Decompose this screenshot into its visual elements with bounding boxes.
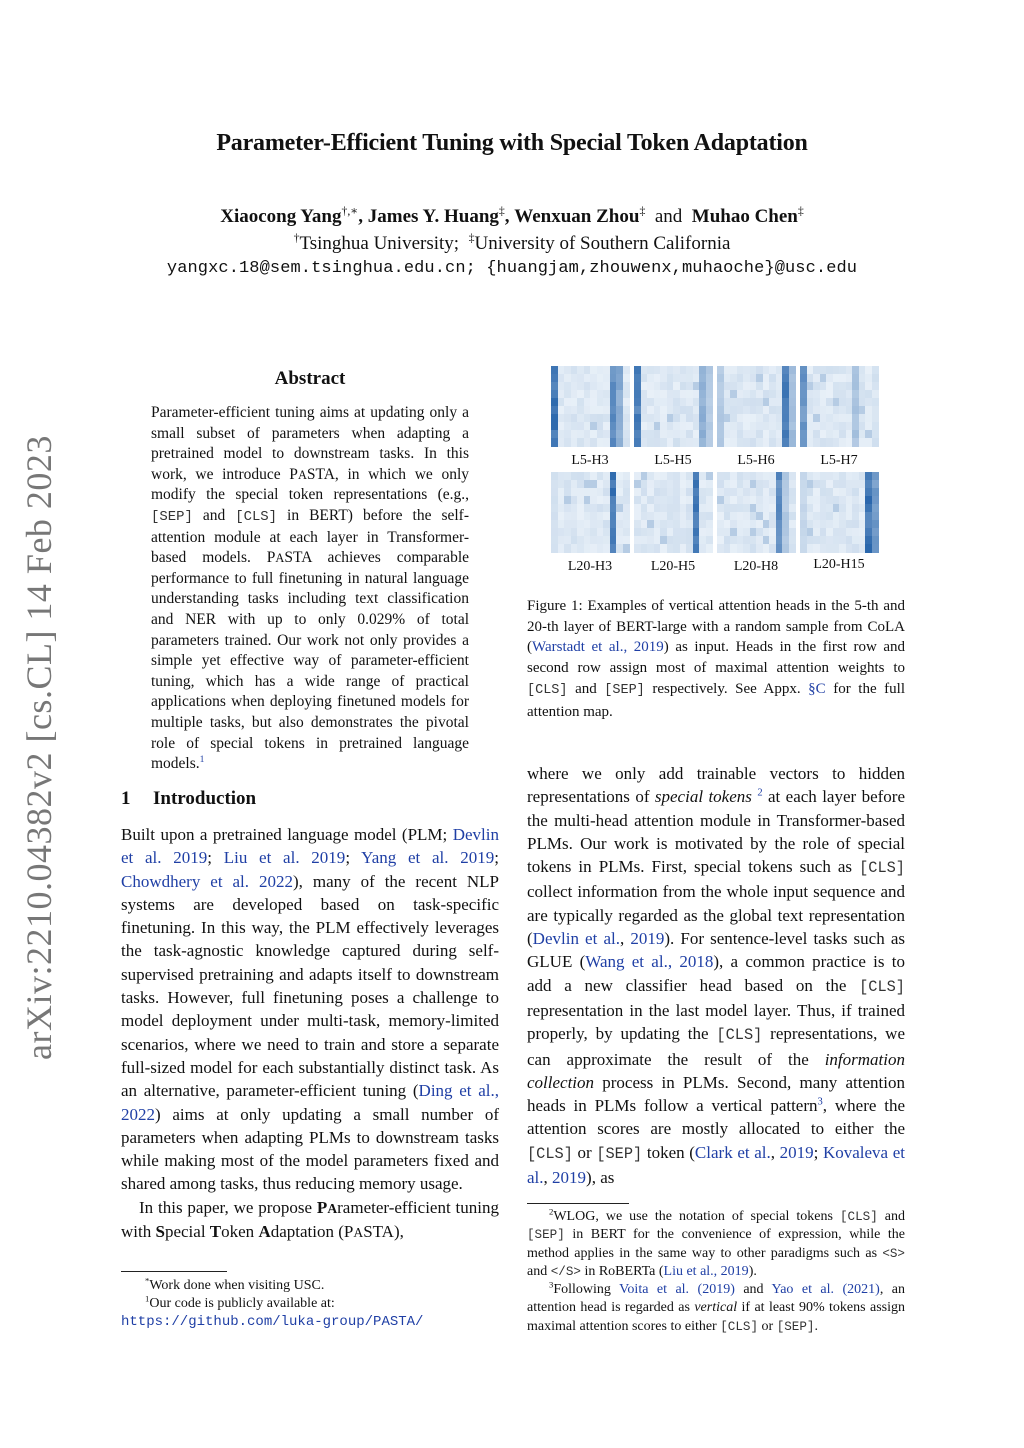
footnote-one: Our code is publicly available at: xyxy=(149,1296,335,1311)
footnote-link[interactable]: 1 xyxy=(199,753,205,765)
heatmap-cell xyxy=(623,544,630,553)
citation-link[interactable]: Voita et al. xyxy=(619,1282,690,1298)
footnote-star: Work done when visiting USC. xyxy=(149,1278,325,1293)
heatmap-cell xyxy=(623,438,630,447)
citation-link[interactable]: Devlin et al. xyxy=(532,929,620,949)
footnote-rule xyxy=(527,1203,629,1204)
paper-title: Parameter-Efficient Tuning with Special Token Adaptation xyxy=(216,130,808,156)
heatmap-cell xyxy=(789,438,796,447)
heatmap-cell xyxy=(872,438,879,447)
affil-mark: † xyxy=(293,231,300,245)
heatmap-label: L20-H3 xyxy=(567,559,613,574)
citation-link[interactable]: 2019 xyxy=(630,929,665,949)
citation-link[interactable]: Chowdhery et al. 2022 xyxy=(121,871,293,891)
citation-link[interactable]: Yao et al. xyxy=(771,1282,835,1298)
citation-link[interactable]: 2019 xyxy=(779,1142,814,1162)
author-name: Xiaocong Yang xyxy=(220,206,342,227)
heatmap-label: L20-H5 xyxy=(650,559,696,574)
heatmap-label: L5-H5 xyxy=(654,453,692,468)
heatmap-panel xyxy=(634,472,712,552)
heatmap-cell xyxy=(706,438,713,447)
heatmap-panel xyxy=(800,366,878,446)
author-name: James Y. Huang xyxy=(367,206,499,227)
right-column-text: where we only add trainable vectors to hidden representations of special tokens $^2$ at each layer before the multi-head attention module in Transformer-based PLMs. Our work is motivated by the role of special tokens in PLMs. First, special tokens such as [CLS] collect information from the whole input sequence and are typically regarded as the global text representation (Devlin et al., 2019). For sentence-level tasks such as GLUE (Wang et al., 2018), a common practice is to add a new classifier head based on the [CLS] representation in the last model layer. Thus, if trained properly, by updating the [CLS] representations, we can approximate the result of the information collection process in PLMs. Second, many attention heads in PLMs follow a vertical pattern$^3$, where the attention scores are mostly allocated to either the [CLS] or [SEP] token (Clark et al., 2019; Kovaleva et al., 2019), as xyxy=(527,764,906,1188)
footnote-link[interactable]: 2 xyxy=(757,787,763,799)
author-and: and xyxy=(654,206,683,227)
intro-text: Built upon a pretrained language model (PLM; Devlin et al. 2019; Liu et al. 2019; Yang et al. 2019; Chowdhery et al. 2022), many of the recent NLP systems are developed based on task-specific finetuning. In this way, the PLM effectively leverages the task-agnostic knowledge captured during self-supervised pretraining and adapts itself to downstream tasks. However, full finetuning poses a challenge to model deployment under multi-task, memory-limited scenarios, where we need to train and store a separate full-sized model for each substantially distinct task. As an alternative, parameter-efficient tuning (Ding et al., 2022) aims at only updating a small number of parameters when adapting PLMs to downstream tasks while making most of the model parameters fixed and shared among tasks, thus reducing memory usage. In this paper, we propose PArameter-efficient tuning with Special Token Adaptation (PASTA), xyxy=(121,825,500,1242)
heatmap-panel xyxy=(717,472,795,552)
heatmap-panel xyxy=(800,472,878,552)
citation-link[interactable]: Devlin et al. 2019 xyxy=(121,825,499,868)
author-marks: ‡ xyxy=(797,204,804,218)
heatmap-cell xyxy=(706,544,713,553)
author-marks: ‡ xyxy=(498,204,505,218)
appendix-link[interactable]: §C xyxy=(808,680,826,697)
heatmap-label: L5-H6 xyxy=(737,453,775,468)
author-marks: ‡ xyxy=(639,204,646,218)
heatmap-cell xyxy=(872,544,879,553)
heatmap-label: L5-H3 xyxy=(571,453,609,468)
code-url-link[interactable]: https://github.com/luka-group/PASTA/ xyxy=(121,1314,424,1330)
citation-link[interactable]: (2021) xyxy=(842,1282,880,1298)
heatmap-label: L20-H15 xyxy=(813,557,865,572)
citation-link[interactable]: Liu et al. 2019 xyxy=(223,848,346,868)
footnotes-right: $^2$WLOG, we use the notation of special tokens [CLS] and [SEP] in BERT for the convenience of expression, while the method applies in the same way to other paradigms such as <S> and </S> in RoBERTa (Liu et al., 2019). $^3$Following Voita et al. (2019) and Yao et al. (2021), an attention head is regarded as vertical if at least 90% tokens assign maximal attention scores to either [CLS] or [SEP]. xyxy=(527,1206,906,1334)
footnote-link[interactable]: 3 xyxy=(817,1096,823,1108)
heatmap-panel xyxy=(717,366,795,446)
citation-link[interactable]: Clark et al. xyxy=(694,1142,771,1162)
abstract-text: Parameter-efficient tuning aims at updating only a small subset of parameters when adapting a pretrained model to downstream tasks. In this work, we introduce PASTA, in which we only modify the special token representations (e.g., [SEP] and [CLS] in BERT) before the self-attention module at each layer in Transformer-based models. PASTA achieves comparable performance to full finetuning in natural language understanding tasks including text classification and NER with up to only 0.029% of total parameters trained. Our work not only provides a simple yet effective way of parameter-efficient tuning, which has a wide range of practical applications when deploying finetuned models for multiple tasks, but also demonstrates the pivotal role of special tokens in pretrained language models.$^1$ xyxy=(151,404,469,773)
author-emails: yangxc.18@sem.tsinghua.edu.cn; {huangjam,zhouwenx,muhaoche}@usc.edu xyxy=(166,259,858,278)
affil-usc: University of Southern California xyxy=(474,233,731,254)
author-marks: †,∗ xyxy=(341,204,359,218)
citation-link[interactable]: Kovaleva et al. xyxy=(527,1142,905,1188)
citation-link[interactable]: 2019 xyxy=(552,1168,587,1188)
citation-link[interactable]: Yang et al. 2019 xyxy=(361,848,495,868)
footnotes-left: *Work done when visiting USC. $^1$Our code is publicly available at: https://github.com/luka-group/PASTA/ xyxy=(121,1275,424,1330)
heatmap-label: L5-H7 xyxy=(820,453,858,468)
heatmap-panel xyxy=(551,472,629,552)
affiliations xyxy=(0,233,1024,255)
abstract-heading: Abstract xyxy=(274,368,346,389)
heatmap-cell xyxy=(789,544,796,553)
author-list: Xiaocong Yang†,∗, James Y. Huang‡, Wenxuan Zhou‡ and Muhao Chen‡ xyxy=(220,204,804,227)
affil-mark: ‡ xyxy=(468,231,475,245)
heatmap-panel xyxy=(634,366,712,446)
citation-link[interactable]: Wang et al., xyxy=(585,952,673,972)
section-heading: 1 Introduction xyxy=(121,788,257,809)
citation-link[interactable]: Liu et al., 2019 xyxy=(663,1263,749,1279)
figure-caption: Figure 1: Examples of vertical attention heads in the 5-th and 20-th layer of BERT-large with a random sample from CoLA (Warstadt et al., 2019) as input. Heads in the first row and second row assign most of maximal attention weights to [CLS] and [SEP] respectively. See Appx. §C for the full attention map. xyxy=(527,598,906,720)
citation-link[interactable]: 2018 xyxy=(679,952,714,972)
heatmap-panel xyxy=(551,366,629,446)
arxiv-stamp: arXiv:2210.04382v2 [cs.CL] 14 Feb 2023 xyxy=(19,435,59,1060)
heatmap-label: L20-H8 xyxy=(733,559,779,574)
citation-link[interactable]: Ding et al., 2022 xyxy=(121,1081,499,1124)
footnote-rule xyxy=(121,1271,227,1272)
affil-tsinghua: Tsinghua University; xyxy=(299,233,460,254)
author-name: Muhao Chen xyxy=(691,206,798,227)
citation-link[interactable]: (2019) xyxy=(697,1282,735,1298)
author-name: Wenxuan Zhou xyxy=(514,206,640,227)
citation-link[interactable]: Warstadt et al., 2019 xyxy=(532,639,664,656)
